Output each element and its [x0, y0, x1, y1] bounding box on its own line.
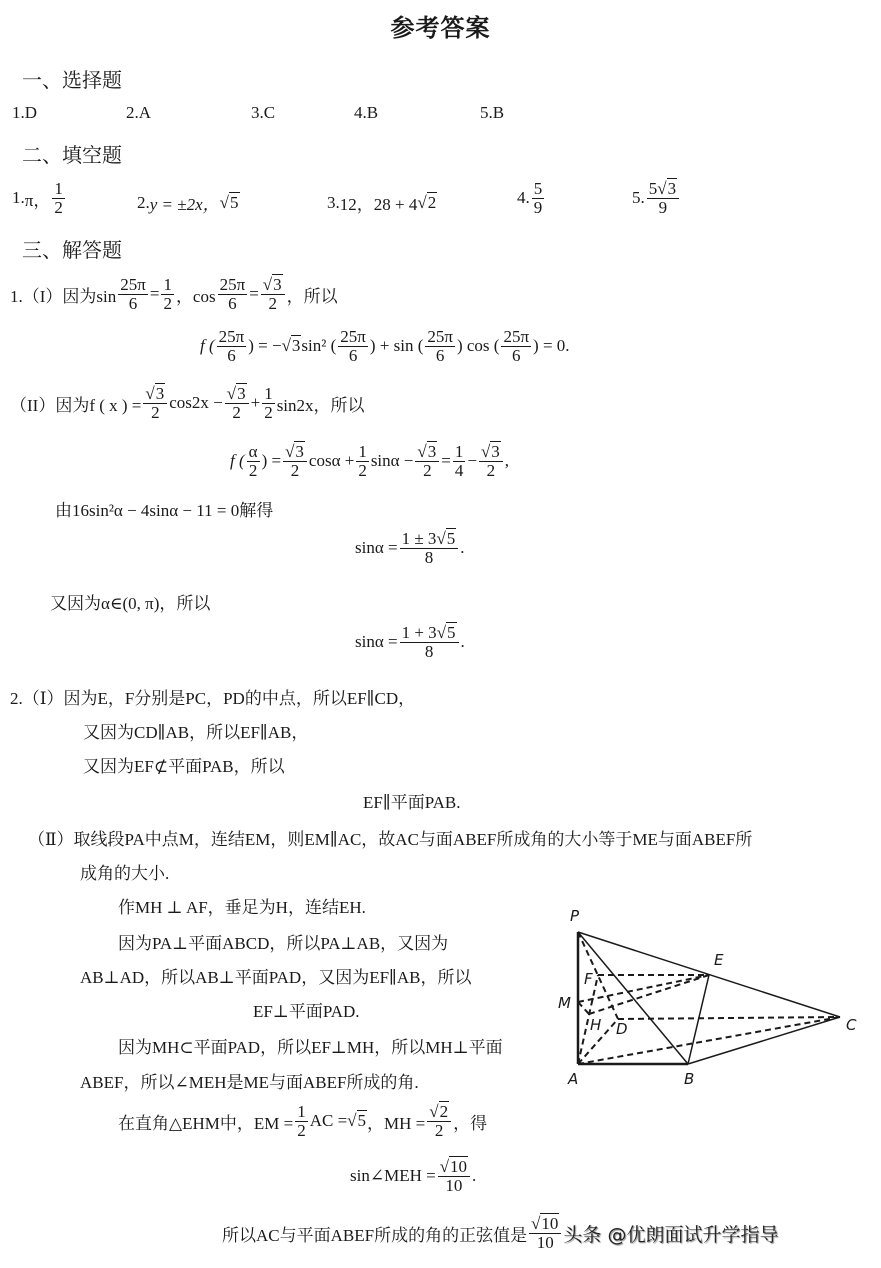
p2-part1-line4: EF∥平面PAB.: [363, 793, 461, 812]
fill-answer-2: [137, 190, 240, 215]
fill-answer-3: [327, 190, 437, 215]
p2-part2-line2: 成角的大小.: [80, 864, 170, 883]
p2-part2-line9: 在直角△EHM中，EM = $\frac{1}{2}$ AC = √5 ，MH = $\frac{√2}{2}$ ，得: [118, 1102, 488, 1140]
label-P: P: [570, 907, 580, 925]
p2-part2-line11: 所以AC与平面ABEF所成的角的正弦值是 $\frac{√10}{10}$ 头条 @优朗面试升学指导: [222, 1214, 779, 1252]
label-M: M: [558, 994, 571, 1012]
p1-part1-line1: 1.（I）因为sin $\frac{25\pi}{6}$ = $\frac{1}{2}$ ，cos $\frac{25\pi}{6}$ = $\frac{√3}{2}$ ，所以: [10, 275, 338, 313]
pyramid-diagram: [550, 900, 881, 1100]
section-heading-choice: 一、选择题: [22, 68, 122, 92]
fill-q3-text: 12，28 + 4: [339, 195, 418, 214]
choice-answer-4: 4.B: [354, 103, 379, 122]
p2-part2-line4: 因为PA⊥平面ABCD，所以PA⊥AB，又因为: [118, 934, 449, 953]
label-A: A: [568, 1070, 579, 1088]
p2-part2-line3: 作MH ⊥ AF，垂足为H，连结EH.: [118, 898, 366, 917]
label-B: B: [684, 1070, 695, 1088]
p1-part2-line3: 由16sin²α − 4sinα − 11 = 0解得: [55, 501, 274, 520]
p2-part1-line2: 又因为CD∥AB，所以EF∥AB，: [83, 723, 309, 742]
choice-answer-1: 1.D: [12, 103, 38, 122]
choice-answer-5: 5.B: [480, 103, 505, 122]
label-H: H: [590, 1016, 602, 1034]
fill-q1-text: π，: [24, 190, 51, 210]
fill-q2-text: y = ±2x，: [149, 195, 220, 214]
fraction: $\frac{1}{2}$: [54, 179, 63, 217]
p1-part2-line4: sinα = $\frac{1 \pm 3√5}{8}$ .: [355, 529, 465, 567]
choice-answer-3: 3.C: [251, 103, 276, 122]
p2-part2-line1: （Ⅱ）取线段PA中点M，连结EM，则EM∥AC，故AC与面ABEF所成角的大小等于ME与面ABEF所: [28, 830, 753, 849]
fill-q5-label: 5.: [632, 188, 645, 208]
label-D: D: [616, 1020, 628, 1038]
section-heading-solve: 三、解答题: [22, 238, 122, 262]
fill-answer-5: [632, 180, 681, 217]
label-E: E: [714, 951, 724, 969]
label-F: F: [584, 970, 593, 988]
fill-answer-4: [517, 180, 546, 217]
p1-part1-line2: f ( $\frac{25\pi}{6}$ ) = − √3 sin² ( $\frac{25\pi}{6}$ ) + sin ( $\frac{25\pi}{6}$ ) cos ( $\frac{25\pi}{6}$ ) = 0.: [200, 327, 570, 365]
p2-part2-line8: ABEF，所以∠MEH是ME与面ABEF所成的角.: [80, 1073, 419, 1092]
p1-part2-line6: sinα = $\frac{1 + 3√5}{8}$ .: [355, 623, 465, 661]
p2-part2-line7: 因为MH⊂平面PAD，所以EF⊥MH，所以MH⊥平面: [118, 1038, 503, 1057]
fill-answer-1: [12, 180, 67, 217]
p2-part2-line10: sin∠MEH = $\frac{√10}{10}$ .: [350, 1157, 477, 1195]
fill-q2-label: 2.: [137, 192, 150, 212]
section-heading-fill: 二、填空题: [22, 143, 122, 167]
fraction: $\frac{5√3}{9}$: [647, 180, 679, 217]
p1-part2-line5: 又因为α∈(0, π)，所以: [50, 594, 211, 613]
fill-q4-label: 4.: [517, 188, 530, 208]
fraction: $\frac{5}{9}$: [533, 179, 543, 217]
p1-part2-line2: f ( $\frac{\alpha}{2}$ ) = $\frac{√3}{2}$ cosα + $\frac{1}{2}$ sinα − $\frac{√3}{2}$ = $\frac{1}{4}$ − $\frac{√3}{2}$ ,: [230, 442, 510, 480]
sqrt: √5: [219, 192, 239, 212]
p2-part1-line1: 2.（Ⅰ）因为E，F分别是PC，PD的中点，所以EF∥CD，: [10, 689, 416, 708]
choice-answer-2: 2.A: [126, 103, 152, 122]
sqrt: √2: [417, 192, 437, 212]
label-C: C: [846, 1016, 857, 1034]
watermark: 头条 @优朗面试升学指导: [563, 1223, 779, 1246]
page-title: 参考答案: [390, 16, 491, 42]
fill-q3-label: 3.: [327, 192, 340, 212]
p2-part2-line6: EF⊥平面PAD.: [253, 1002, 360, 1021]
fill-q1-label: 1.: [12, 188, 25, 208]
p1-part2-line1: （II）因为f ( x ) = $\frac{√3}{2}$ cos2x − $\frac{√3}{2}$ + $\frac{1}{2}$ sin2x，所以: [10, 384, 365, 422]
p2-part1-line3: 又因为EF⊄平面PAB，所以: [83, 757, 285, 776]
p2-part2-line5: AB⊥AD，所以AB⊥平面PAD，又因为EF∥AB，所以: [80, 968, 472, 987]
